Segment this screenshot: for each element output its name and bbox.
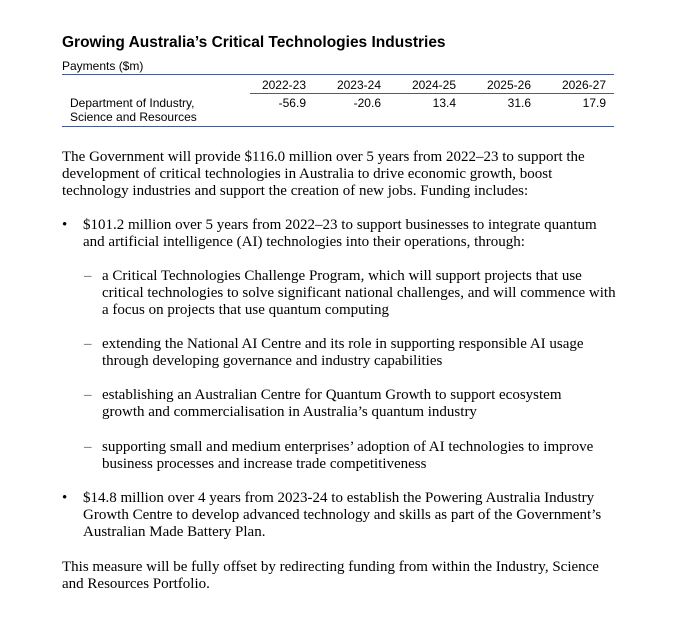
units-label: Payments ($m): [62, 59, 144, 73]
bullet-item: $101.2 million over 5 years from 2022–23 to support businesses to integrate quantum and artificial intelligence (AI) technologies into their operations, through:: [83, 217, 597, 250]
bullet-mark: •: [62, 490, 68, 506]
sub-item: supporting small and medium enterprises’ adoption of AI technologies to improve business processes and increase trade competitiveness: [102, 439, 594, 472]
value-2025-26: 31.6: [507, 96, 531, 110]
row-label-line1: Department of Industry,: [70, 96, 195, 110]
sub-item: extending the National AI Centre and its role in supporting responsible AI usage through developing governance and industry capabilities: [102, 336, 584, 369]
closing-paragraph: This measure will be fully offset by redirecting funding from within the Industry, Science and Resources Portfolio.: [62, 559, 599, 592]
dash-mark: –: [84, 268, 92, 284]
bullet-mark: •: [62, 217, 68, 233]
value-2026-27: 17.9: [582, 96, 606, 110]
bullet-item: $14.8 million over 4 years from 2023-24 to establish the Powering Australia Industry Growth Centre to develop advanced technology and skills as part of the Government’s Australian Made Battery Plan.: [83, 490, 602, 540]
year-header-2024-25: 2024-25: [411, 78, 456, 92]
intro-paragraph: The Government will provide $116.0 million over 5 years from 2022–23 to support the development of critical technologies in Australia to drive economic growth, boost technology industries and support the creation of new jobs. Funding includes:: [62, 149, 585, 199]
year-header-2025-26: 2025-26: [486, 78, 531, 92]
table-top-rule: [62, 74, 614, 75]
dash-mark: –: [84, 439, 92, 455]
value-2024-25: 13.4: [432, 96, 456, 110]
table-bottom-rule: [62, 126, 614, 127]
row-label-line2: Science and Resources: [70, 110, 197, 124]
value-2023-24: -20.6: [353, 96, 381, 110]
year-header-2022-23: 2022-23: [261, 78, 306, 92]
header-rule: [250, 93, 614, 94]
dash-mark: –: [84, 336, 92, 352]
table-row: [70, 96, 197, 124]
measure-heading: Growing Australia’s Critical Technologies Industries: [62, 34, 446, 51]
year-header-2023-24: 2023-24: [336, 78, 381, 92]
sub-item: establishing an Australian Centre for Quantum Growth to support ecosystem growth and commercialisation in Australia’s quantum industry: [102, 387, 562, 420]
value-2022-23: -56.9: [278, 96, 306, 110]
year-header-2026-27: 2026-27: [561, 78, 606, 92]
sub-item: a Critical Technologies Challenge Program, which will support projects that use critical technologies to solve significant national challenges, and will commence with a focus on projects that use quantum computing: [102, 268, 616, 318]
dash-mark: –: [84, 387, 92, 403]
